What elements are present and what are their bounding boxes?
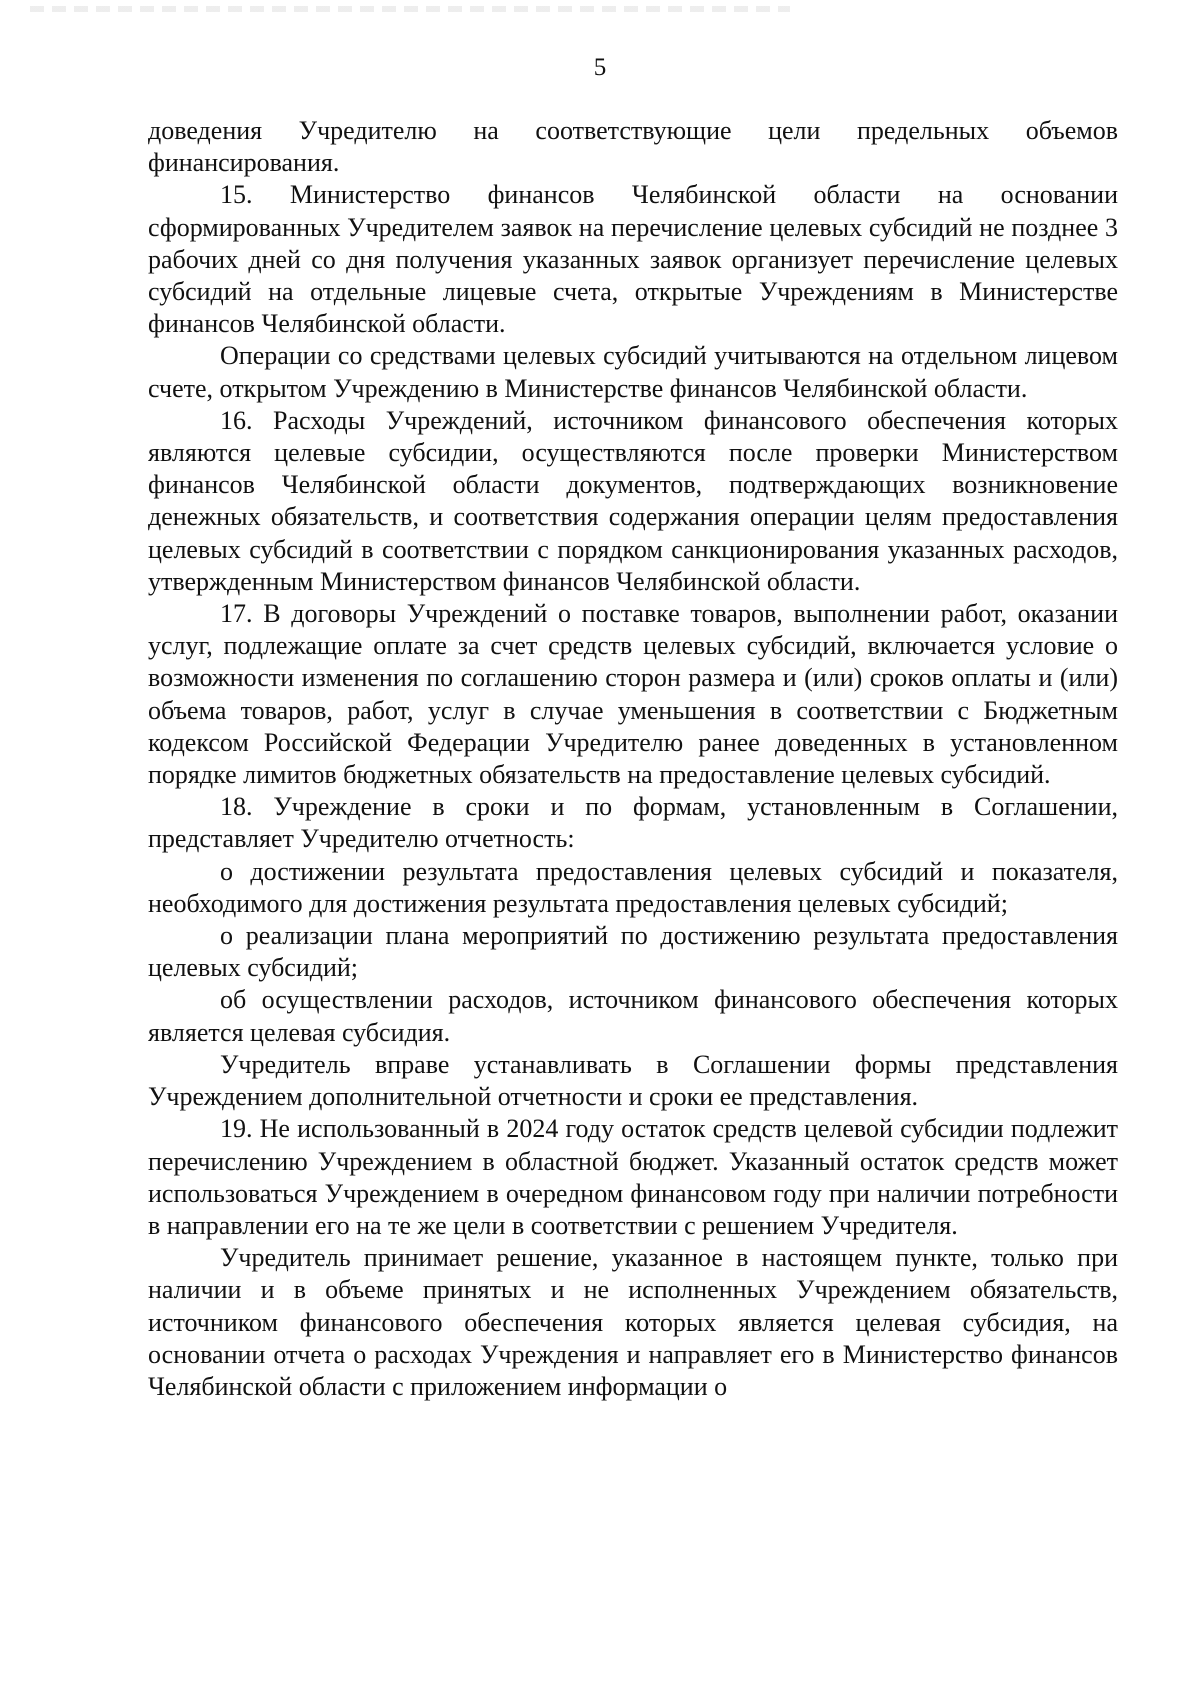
paragraph-18-item-plan: о реализации плана мероприятий по достижению результата предоставления целевых субсидий; (148, 921, 1118, 983)
paragraph-continuation: доведения Учредителю на соответствующие цели предельных объемов финансирования. (148, 116, 1118, 178)
paragraph-15-operations: Операции со средствами целевых субсидий учитываются на отдельном лицевом счете, открытом Учреждению в Министерстве финансов Челябинской области. (148, 341, 1118, 403)
paragraph-18: 18. Учреждение в сроки и по формам, установленным в Соглашении, представляет Учредителю отчетность: (148, 792, 1118, 854)
page-number: 5 (593, 54, 607, 81)
document-body (148, 115, 1118, 1403)
paragraph-18-item-expenses: об осуществлении расходов, источником финансового обеспечения которых является целевая субсидия. (148, 985, 1118, 1047)
paragraph-16: 16. Расходы Учреждений, источником финансового обеспечения которых являются целевые субсидии, осуществляются после проверки Министерством финансов Челябинской области документов, подтверждающих возникновение денежных обязательств, и соответствия содержания операции целям предоставления целевых субсидий в соответствии с порядком санкционирования указанных расходов, утвержденным Министерством финансов Челябинской области. (148, 405, 1118, 596)
scan-artifact (30, 6, 790, 12)
paragraph-19-decision: Учредитель принимает решение, указанное в настоящем пункте, только при наличии и в объеме принятых и не исполненных Учреждением обязательств, источником финансового обеспечения которых является целевая субсидия, на основании отчета о расходах Учреждения и направляет его в Министерство финансов Челябинской области с приложением информации о (148, 1243, 1118, 1401)
paragraph-15: 15. Министерство финансов Челябинской области на основании сформированных Учредителем заявок на перечисление целевых субсидий не позднее 3 рабочих дней со дня получения указанных заявок организует перечисление целевых субсидий на отдельные лицевые счета, открытые Учреждениям в Министерстве финансов Челябинской области. (148, 180, 1118, 339)
paragraph-18-item-result: о достижении результата предоставления целевых субсидий и показателя, необходимого для достижения результата предоставления целевых субсидий; (148, 856, 1118, 918)
paragraph-17: 17. В договоры Учреждений о поставке товаров, выполнении работ, оказании услуг, подлежащие оплате за счет средств целевых субсидий, включается условие о возможности изменения по соглашению сторон размера и (или) сроков оплаты и (или) объема товаров, работ, услуг в случае уменьшения в соответствии с Бюджетным кодексом Российской Федерации Учредителю ранее доведенных в установленном порядке лимитов бюджетных обязательств на предоставление целевых субсидий. (148, 599, 1118, 790)
paragraph-19: 19. Не использованный в 2024 году остаток средств целевой субсидии подлежит перечислению Учреждением в областной бюджет. Указанный остаток средств может использоваться Учреждением в очередном финансовом году при наличии потребности в направлении его на те же цели в соответствии с решением Учредителя. (148, 1114, 1118, 1240)
paragraph-18-additional: Учредитель вправе устанавливать в Соглашении формы представления Учреждением дополнительной отчетности и сроки ее представления. (148, 1049, 1118, 1112)
